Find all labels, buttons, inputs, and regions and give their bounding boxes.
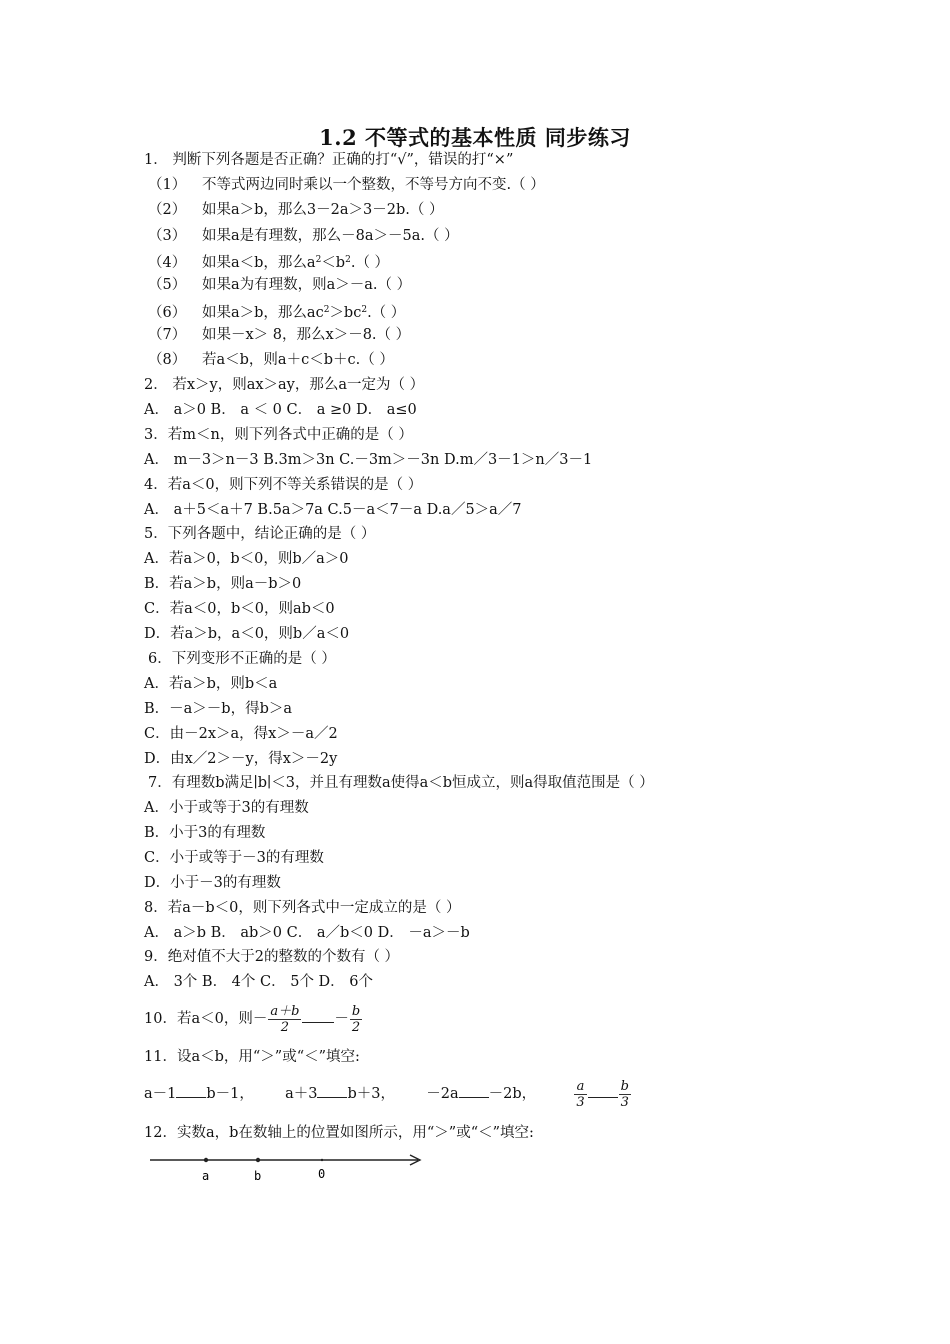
q1-item-4: （4） 如果a＜b，那么$a^2<b^2$.（ ） [148,255,390,271]
origin-dot [321,1159,323,1161]
question-6-option-c: C．由－2x＞a，得x＞－a／2 [144,726,338,742]
question-7-option-c: C．小于或等于－3的有理数 [144,850,324,866]
q1-item-8: （8） 若a＜b，则a＋c＜b＋c.（ ） [148,352,394,368]
point-b-dot [256,1158,260,1162]
question-5-stem: 5．下列各题中，结论正确的是（ ） [144,526,376,542]
question-5-option-d: D．若a＞b，a＜0，则b／a＜0 [144,626,350,642]
fraction-b-over-2: $\frac{b}{2}$ [351,1003,361,1035]
question-4-options: A． a＋5＜a＋7 B.5a＞7a C.5－a＜7－a D.a／5＞a／7 [144,502,522,518]
q1-item-1: （1） 不等式两边同时乘以一个整数，不等号方向不变.（ ） [148,177,545,193]
question-6-stem: 6．下列变形不正确的是（ ） [148,651,336,667]
question-5-option-c: C．若a＜0，b＜0，则ab＜0 [144,601,335,617]
answer-blank[interactable] [302,1008,334,1023]
answer-blank[interactable] [176,1083,206,1098]
question-2-options: A． a＞0 B． a ＜ 0 C． a ≥0 D． a≤0 [144,402,417,418]
question-6-option-a: A．若a＞b，则b＜a [144,676,278,692]
question-7-option-b: B．小于3的有理数 [144,825,266,841]
question-5-option-b: B．若a＞b，则a－b＞0 [144,576,302,592]
question-7-stem: 7．有理数b满足∣b∣＜3，并且有理数a使得a＜b恒成立，则a得取值范围是（ ） [148,775,654,791]
question-11-stem: 11．设a＜b，用“＞”或“＜”填空: [144,1049,360,1065]
number-line-diagram [148,1148,438,1190]
question-2-stem: 2． 若x＞y，则ax＞ay，那么a一定为（ ） [144,377,425,393]
q1-item-2: （2） 如果a＞b，那么3－2a＞3－2b.（ ） [148,202,444,218]
answer-blank[interactable] [317,1083,347,1098]
question-7-option-a: A．小于或等于3的有理数 [144,800,309,816]
question-9-options: A． 3个 B． 4个 C． 5个 D． 6个 [144,974,374,990]
question-4-stem: 4．若a＜0，则下列不等关系错误的是（ ） [144,477,423,493]
question-8-options: A． a＞b B． ab＞0 C． a／b＜0 D． －a＞－b [144,925,470,941]
question-7-option-d: D．小于－3的有理数 [144,875,281,891]
point-a-dot [204,1158,208,1162]
answer-blank[interactable] [588,1083,618,1098]
label-b: b [254,1169,262,1183]
question-1-stem: 1． 判断下列各题是否正确？正确的打“√”，错误的打“×” [144,152,514,168]
label-zero: 0 [318,1167,326,1181]
question-11-blanks: a－1 b－1， a＋3 b＋3， －2a －2b， $\frac{a}{3}$ $\frac{b}{3}$ [144,1078,629,1110]
question-3-stem: 3．若m＜n，则下列各式中正确的是（ ） [144,427,413,443]
question-6-option-d: D．由x／2＞－y，得x＞－2y [144,751,338,767]
fraction-b-over-3: $\frac{b}{3}$ [620,1078,629,1110]
page-title: 1.2 不等式的基本性质 同步练习 [319,125,631,150]
fraction-a-plus-b-over-2: $\frac{a+b}{2}$ [270,1003,300,1035]
question-10: 10．若a＜0，则－ $\frac{a+b}{2}$ － $\frac{b}{2}$ [144,1003,361,1035]
fraction-a-over-3: $\frac{a}{3}$ [576,1078,585,1110]
question-6-option-b: B．－a＞－b，得b＞a [144,701,293,717]
q1-item-3: （3） 如果a是有理数，那么－8a＞－5a.（ ） [148,228,459,244]
q1-item-7: （7） 如果－x＞ 8，那么x＞－8.（ ） [148,327,411,343]
question-3-options: A． m－3＞n－3 B.3m＞3n C.－3m＞－3n D.m／3－1＞n／3－1 [144,452,593,468]
q1-item-6: （6） 如果a＞b，那么$ac^2>bc^2$.（ ） [148,305,406,321]
answer-blank[interactable] [459,1083,489,1098]
question-5-option-a: A．若a＞0，b＜0，则b／a＞0 [144,551,349,567]
q1-item-5: （5） 如果a为有理数，则a＞－a.（ ） [148,277,412,293]
question-9-stem: 9．绝对值不大于2的整数的个数有（ ） [144,949,400,965]
label-a: a [202,1169,210,1183]
question-8-stem: 8．若a－b＜0，则下列各式中一定成立的是（ ） [144,900,461,916]
question-12-stem: 12．实数a，b在数轴上的位置如图所示，用“＞”或“＜”填空: [144,1125,534,1141]
